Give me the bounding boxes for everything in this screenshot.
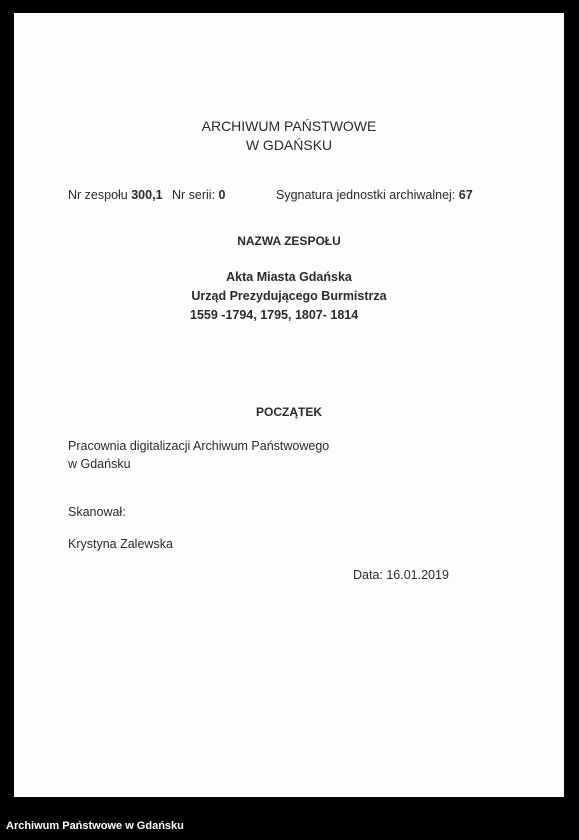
- archive-name-line2: W GDAŃSKU: [245, 137, 333, 153]
- series-number: [172, 187, 226, 203]
- fond-number: [68, 187, 163, 203]
- scan-date: Data: 16.01.2019: [353, 568, 449, 582]
- fond-name-line2: Urząd Prezydującego Burmistrza: [191, 289, 387, 303]
- signature: [276, 187, 473, 203]
- series-number-label: Nr serii:: [172, 188, 216, 202]
- document-page: [14, 13, 564, 797]
- signature-value: 67: [458, 188, 473, 202]
- archive-name-line1: ARCHIWUM PAŃSTWOWE: [201, 118, 377, 134]
- fond-name-line1: Akta Miasta Gdańska: [226, 270, 352, 284]
- lab-line1: Pracownia digitalizacji Archiwum Państwowego: [68, 439, 330, 453]
- fond-dates: 1559 -1794, 1795, 1807- 1814: [190, 308, 359, 322]
- scanned-name: Krystyna Zalewska: [68, 537, 173, 551]
- lab-line2: w Gdańsku: [68, 457, 131, 471]
- scanned-label: Skanował:: [68, 505, 126, 519]
- series-number-value: 0: [218, 188, 226, 202]
- footer-caption: Archiwum Państwowe w Gdańsku: [6, 820, 184, 832]
- start-title: POCZĄTEK: [256, 405, 322, 419]
- fond-number-value: 300,1: [131, 188, 163, 202]
- fond-number-label: Nr zespołu: [68, 188, 128, 202]
- signature-label: Sygnatura jednostki archiwalnej:: [276, 188, 456, 202]
- fond-section-title: NAZWA ZESPOŁU: [237, 234, 341, 248]
